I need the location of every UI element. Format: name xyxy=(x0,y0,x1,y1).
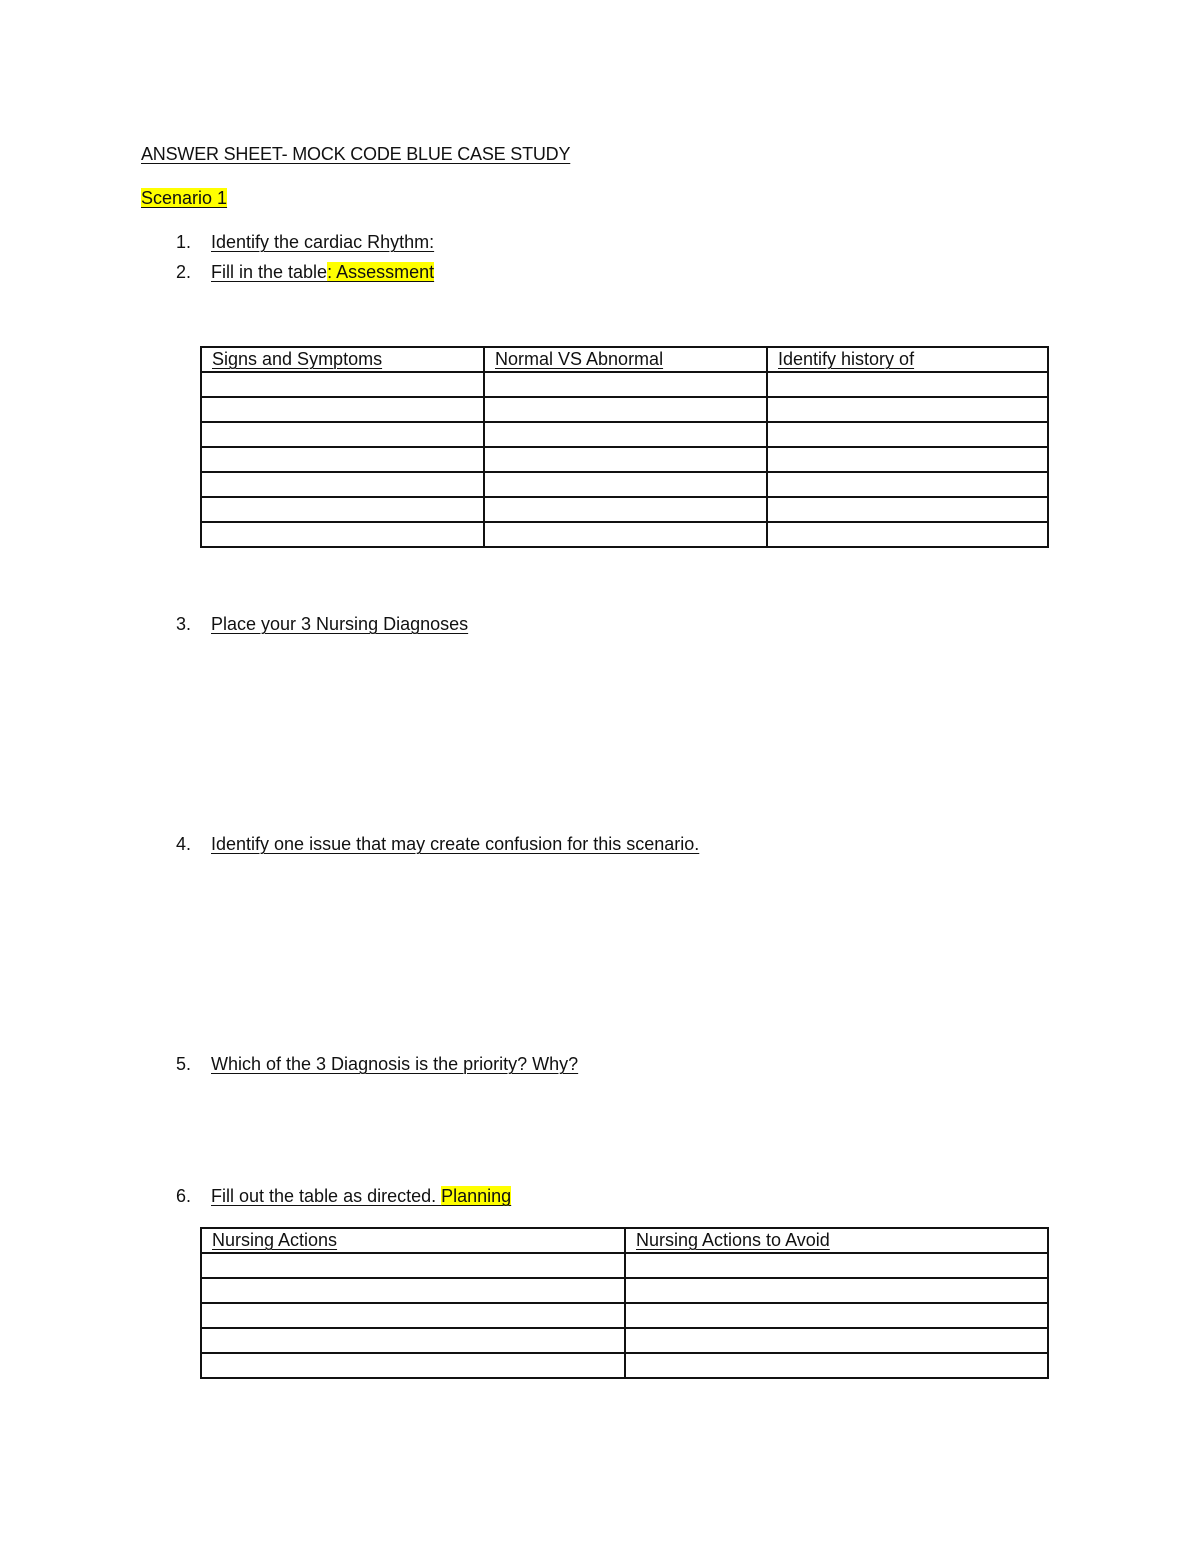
table-cell[interactable] xyxy=(484,372,767,397)
question-text: Place your 3 Nursing Diagnoses xyxy=(211,614,469,634)
question-number: 1. xyxy=(176,232,192,252)
table-cell[interactable] xyxy=(201,422,484,447)
table-cell[interactable] xyxy=(201,522,484,547)
table-row xyxy=(201,1278,1048,1303)
table-row xyxy=(201,1328,1048,1353)
table-row xyxy=(201,397,1048,422)
table-cell[interactable] xyxy=(201,1328,625,1353)
scenario-label-text: Scenario 1 xyxy=(141,188,228,208)
question-number: 4. xyxy=(176,834,192,854)
table-cell[interactable] xyxy=(201,1278,625,1303)
table-cell[interactable] xyxy=(767,522,1048,547)
table-cell[interactable] xyxy=(484,522,767,547)
question-highlight: : Assessment xyxy=(327,262,435,282)
table-header-cell: Normal VS Abnormal xyxy=(484,347,767,372)
table-cell[interactable] xyxy=(201,1353,625,1378)
table-cell[interactable] xyxy=(625,1353,1048,1378)
table-cell[interactable] xyxy=(201,447,484,472)
table-cell[interactable] xyxy=(767,397,1048,422)
planning-table xyxy=(200,1227,1049,1379)
table-header-cell: Signs and Symptoms xyxy=(201,347,484,372)
question-text: Fill out the table as directed. xyxy=(211,1186,442,1206)
question-4 xyxy=(176,834,699,855)
table-cell[interactable] xyxy=(201,472,484,497)
question-3 xyxy=(176,614,468,635)
question-6 xyxy=(176,1186,511,1207)
table-row xyxy=(201,1303,1048,1328)
table-header-cell: Identify history of xyxy=(767,347,1048,372)
question-2 xyxy=(176,262,434,283)
table-cell[interactable] xyxy=(201,497,484,522)
table-cell[interactable] xyxy=(767,497,1048,522)
table-cell[interactable] xyxy=(484,422,767,447)
table-cell[interactable] xyxy=(767,447,1048,472)
table-row xyxy=(201,372,1048,397)
assessment-table xyxy=(200,346,1049,548)
table-cell[interactable] xyxy=(625,1278,1048,1303)
table-cell[interactable] xyxy=(484,472,767,497)
table-cell[interactable] xyxy=(625,1253,1048,1278)
table-cell[interactable] xyxy=(767,422,1048,447)
question-1 xyxy=(176,232,434,253)
table-cell[interactable] xyxy=(767,372,1048,397)
question-highlight: Planning xyxy=(441,1186,512,1206)
table-row xyxy=(201,1353,1048,1378)
question-number: 2. xyxy=(176,262,192,282)
question-text: Which of the 3 Diagnosis is the priority? Why? xyxy=(211,1054,579,1074)
question-text: Identify the cardiac Rhythm: xyxy=(211,232,435,252)
table-header-cell: Nursing Actions to Avoid xyxy=(625,1228,1048,1253)
table-cell[interactable] xyxy=(201,1253,625,1278)
table-cell[interactable] xyxy=(201,397,484,422)
table-header-row xyxy=(201,1228,1048,1253)
table-row xyxy=(201,522,1048,547)
table-cell[interactable] xyxy=(484,397,767,422)
table-row xyxy=(201,1253,1048,1278)
table-cell[interactable] xyxy=(625,1328,1048,1353)
table-row xyxy=(201,447,1048,472)
table-cell[interactable] xyxy=(767,472,1048,497)
table-cell[interactable] xyxy=(201,1303,625,1328)
table-row xyxy=(201,497,1048,522)
document-title: ANSWER SHEET- MOCK CODE BLUE CASE STUDY xyxy=(141,144,571,164)
table-cell[interactable] xyxy=(484,497,767,522)
question-text: Fill in the table xyxy=(211,262,328,282)
table-row xyxy=(201,422,1048,447)
table-cell[interactable] xyxy=(625,1303,1048,1328)
question-number: 5. xyxy=(176,1054,192,1074)
question-number: 3. xyxy=(176,614,192,634)
table-header-cell: Nursing Actions xyxy=(201,1228,625,1253)
table-cell[interactable] xyxy=(484,447,767,472)
table-cell[interactable] xyxy=(201,372,484,397)
scenario-label xyxy=(141,188,227,209)
table-header-row xyxy=(201,347,1048,372)
question-number: 6. xyxy=(176,1186,192,1206)
table-row xyxy=(201,472,1048,497)
question-5 xyxy=(176,1054,578,1075)
question-text: Identify one issue that may create confusion for this scenario. xyxy=(211,834,700,854)
